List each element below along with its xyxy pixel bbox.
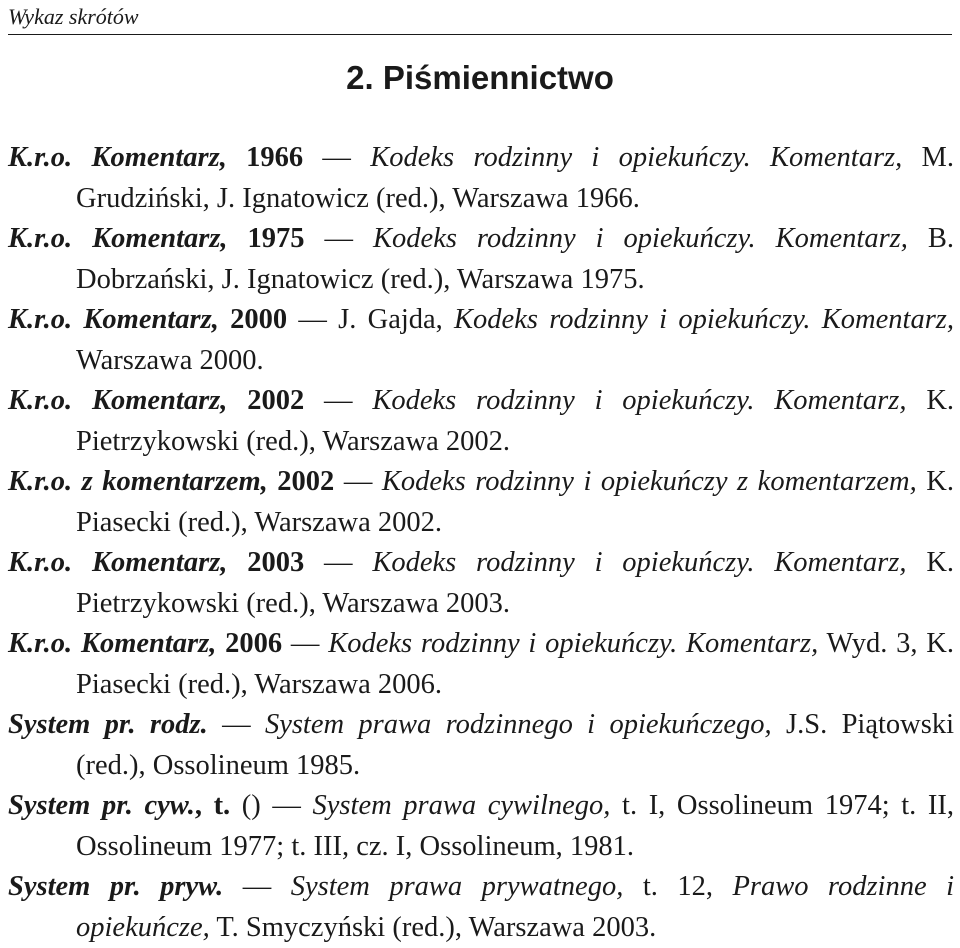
list-item: [8, 462, 954, 543]
entry-details: Wyd. 3, K. Piasecki (red.), Warszawa 2006.: [76, 628, 955, 700]
entry-year: 2006: [216, 628, 283, 659]
entry-details: t. I, Ossolineum 1974; t. II, Ossolineum 1977; t. III, cz. I, Ossolineum, 1981.: [76, 790, 954, 862]
entry-year: 2000: [218, 304, 288, 335]
list-item: [8, 705, 954, 786]
entry-author: J. Gajda,: [338, 304, 455, 335]
entry-details: K. Pietrzykowski (red.), Warszawa 2002.: [76, 385, 955, 457]
entry-dash: —: [282, 628, 329, 659]
section-title: 2. Piśmiennictwo: [346, 59, 614, 96]
entry-dash: —: [304, 385, 373, 416]
entry-title: System prawa rodzinnego i opiekuńczego,: [264, 709, 772, 740]
entry-year: 2002: [227, 385, 305, 416]
entry-title: Kodeks rodzinny i opiekuńczy. Komentarz,: [370, 142, 903, 173]
entry-title: System prawa cywilnego,: [312, 790, 611, 821]
entry-details-2: T. Smyczyński (red.), Warszawa 2003.: [209, 911, 657, 943]
entry-dash: —: [207, 709, 265, 740]
entry-year: 2002: [267, 466, 335, 497]
running-head: Wykaz skrótów: [8, 4, 139, 29]
entry-year: 1966: [226, 142, 304, 173]
entry-dash: —: [304, 223, 374, 254]
entry-details: Warszawa 2000.: [76, 344, 264, 376]
entry-title: Kodeks rodzinny i opiekuńczy z komentarzem,: [381, 466, 917, 497]
entry-abbreviation: System pr. cyw.: [8, 790, 195, 821]
entry-details: M. Grudziński, J. Ignatowicz (red.), Warszawa 1966.: [76, 142, 955, 214]
entry-year: 2003: [227, 547, 305, 578]
entry-abbreviation: K.r.o. Komentarz,: [8, 223, 228, 254]
entry-subtitle: Prawo rodzinne i opiekuńcze,: [76, 871, 955, 943]
entry-abbreviation: K.r.o. Komentarz,: [8, 304, 219, 335]
entry-dash: —: [303, 142, 371, 173]
entry-details: J.S. Piątowski (red.), Ossolineum 1985.: [76, 709, 954, 781]
list-item: [8, 624, 954, 705]
entry-title: Kodeks rodzinny i opiekuńczy. Komentarz,: [454, 304, 954, 335]
entry-details: K. Piasecki (red.), Warszawa 2002.: [76, 466, 954, 538]
entry-dash: —: [260, 790, 313, 821]
entry-details: K. Pietrzykowski (red.), Warszawa 2003.: [76, 547, 955, 619]
entry-title: Kodeks rodzinny i opiekuńczy. Komentarz,: [372, 385, 907, 416]
entry-dash: —: [334, 466, 382, 497]
entry-abbreviation: K.r.o. Komentarz,: [8, 385, 228, 416]
entry-dash: —: [304, 547, 373, 578]
entry-title: Kodeks rodzinny i opiekuńczy. Komentarz,: [373, 223, 908, 254]
list-item: [8, 138, 954, 219]
entry-title: Kodeks rodzinny i opiekuńczy. Komentarz,: [328, 628, 819, 659]
entry-details: B. Dobrzański, J. Ignatowicz (red.), Warszawa 1975.: [76, 223, 955, 295]
list-item: [8, 543, 954, 624]
entry-title: Kodeks rodzinny i opiekuńczy. Komentarz,: [372, 547, 907, 578]
entry-abbreviation: K.r.o. Komentarz,: [8, 628, 217, 659]
entry-author: (): [230, 790, 261, 821]
entry-abbreviation: System pr. rodz.: [8, 709, 208, 740]
list-item: [8, 300, 954, 381]
entry-year: 1975: [227, 223, 305, 254]
entry-title: System prawa prywatnego,: [290, 871, 624, 902]
entry-details: t. 12,: [623, 871, 733, 902]
entry-abbreviation: K.r.o. Komentarz,: [8, 547, 228, 578]
entry-dash: —: [223, 871, 291, 902]
list-item: [8, 786, 954, 867]
entry-volume: , t.: [194, 790, 231, 821]
list-item: [8, 381, 954, 462]
abbreviation-list: [8, 138, 954, 948]
entry-abbreviation: K.r.o. Komentarz,: [8, 142, 227, 173]
header-rule: [8, 34, 952, 35]
list-item: [8, 867, 954, 948]
entry-abbreviation: System pr. pryw.: [8, 871, 224, 902]
list-item: [8, 219, 954, 300]
entry-abbreviation: K.r.o. z komentarzem,: [8, 466, 268, 497]
entry-dash: —: [287, 304, 339, 335]
